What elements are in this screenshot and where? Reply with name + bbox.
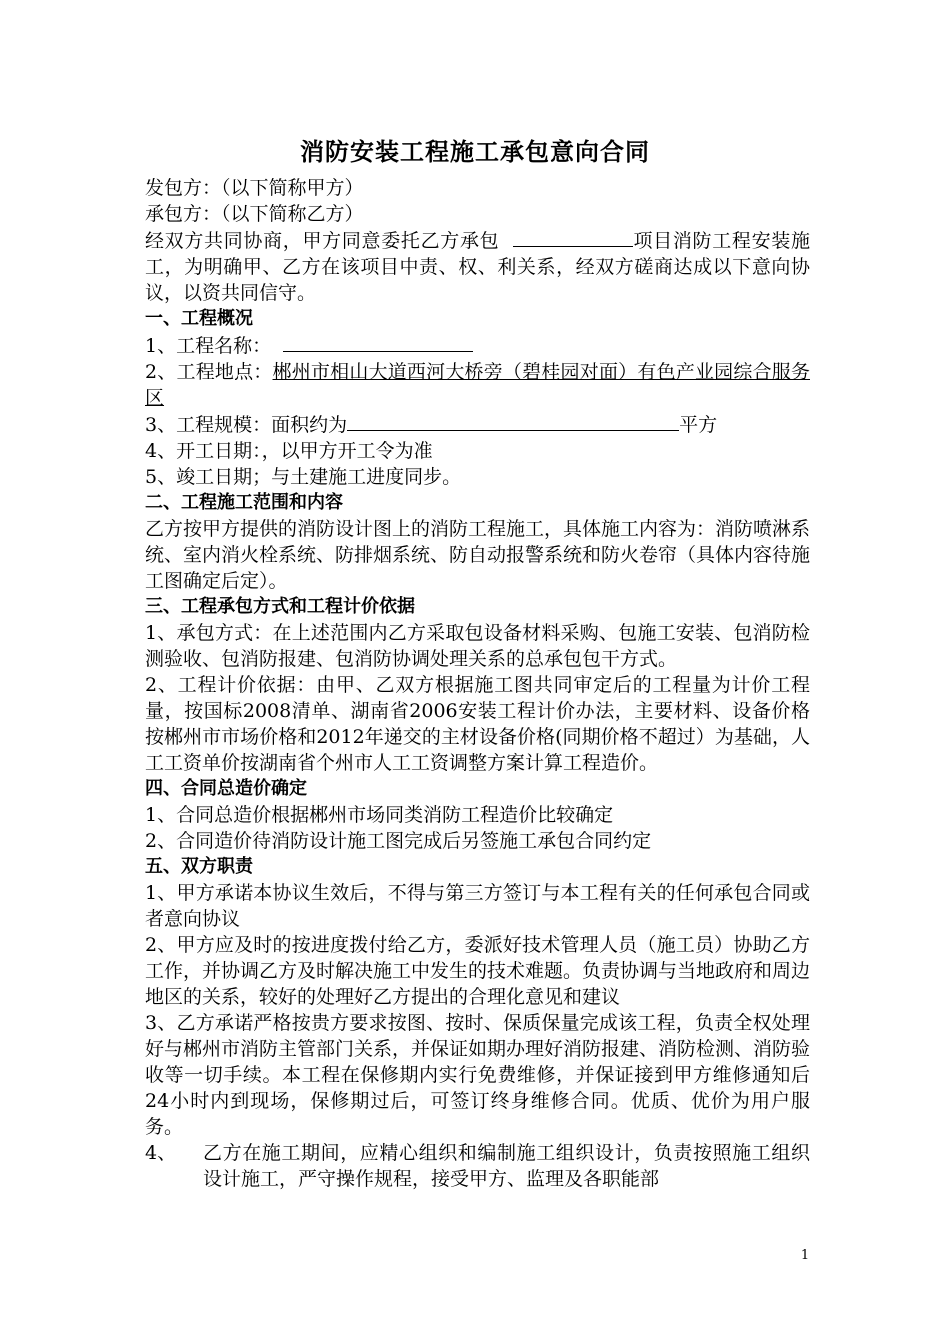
- intro-paragraph: [145, 227, 810, 306]
- project-name-field-blank: [283, 332, 473, 352]
- intro-text-1: 经双方共同协商，甲方同意委托乙方承包: [145, 230, 500, 252]
- start-date-line: 4、开工日期：，以甲方开工令为准: [145, 440, 433, 462]
- document-title: 消防安装工程施工承包意向合同: [300, 138, 650, 166]
- document-body: [145, 175, 810, 1192]
- project-location-line: [145, 359, 810, 411]
- project-name-label: 1、工程名称：: [145, 335, 272, 357]
- section-2-text: 乙方按甲方提供的消防设计图上的消防工程施工，具体施工内容为：消防喷淋系统、室内消火栓系统、防排烟系统、防自动报警系统和防火卷帘（具体内容待施工图确定后定）。: [145, 518, 811, 592]
- intro-text-2: 项目消防工程安装施工，为明确甲、乙方在该项目中责、权、利关系，经双方磋商达成以下意向协议，以资共同信守。: [145, 230, 810, 304]
- project-name-line: [145, 332, 810, 359]
- section-5-heading: 五、双方职责: [145, 856, 253, 877]
- project-location-value: 郴州市相山大道西河大桥旁（碧桂园对面）有色产业园综合服务区: [145, 361, 810, 409]
- project-scale-line: [145, 411, 810, 438]
- section-5-para-1: 1、甲方承诺本协议生效后，不得与第三方签订与本工程有关的任何承包合同或者意向协议: [145, 882, 810, 930]
- project-scale-blank: [347, 411, 679, 431]
- page-number: 1: [800, 1248, 810, 1263]
- section-1-heading: 一、工程概况: [145, 308, 253, 329]
- party-a-line: 发包方：（以下简称甲方）: [145, 177, 364, 199]
- party-b-line: 承包方：（以下简称乙方）: [145, 203, 364, 225]
- section-5-para-4-text: 乙方在施工期间，应精心组织和编制施工组织设计，负责按照施工组织设计施工，严守操作规程，接受甲方、监理及各职能部: [203, 1142, 810, 1190]
- project-scale-unit: 平方: [679, 414, 718, 436]
- project-location-label: 2、工程地点：: [145, 361, 273, 383]
- project-name-blank: [513, 227, 633, 247]
- section-5-para-4-number: 4、: [145, 1142, 177, 1164]
- section-4-para-1: 1、合同总造价根据郴州市场同类消防工程造价比较确定: [145, 804, 614, 826]
- section-4-para-2: 2、合同造价待消防设计施工图完成后另签施工承包合同约定: [145, 830, 652, 852]
- section-4-heading: 四、合同总造价确定: [145, 778, 307, 799]
- section-5-para-4: [145, 1140, 810, 1192]
- end-date-line: 5、竣工日期；与土建施工进度同步。: [145, 466, 462, 488]
- section-3-heading: 三、工程承包方式和工程计价依据: [145, 596, 415, 617]
- section-5-para-3: 3、乙方承诺严格按贵方要求按图、按时、保质保量完成该工程，负责全权处理好与郴州市消防主管部门关系，并保证如期办理好消防报建、消防检测、消防验收等一切手续。本工程在保修期内实行免费维修，并保证接到甲方维修通知后24小时内到现场，保修期过后，可签订终身维修合同。优质、优价为用户服务。: [145, 1012, 811, 1138]
- section-3-para-1: 1、承包方式：在上述范围内乙方采取包设备材料采购、包施工安装、包消防检测验收、包消防报建、包消防协调处理关系的总承包包干方式。: [145, 622, 810, 670]
- section-3-para-2: 2、工程计价依据：由甲、乙双方根据施工图共同审定后的工程量为计价工程量，按国标2008清单、湖南省2006安装工程计价办法，主要材料、设备价格按郴州市市场价格和2012年递交的主材设备价格(同期价格不超过）为基础，人工工资单价按湖南省个州市人工工资调整方案计算工程造价。: [145, 674, 810, 774]
- section-5-para-2: 2、甲方应及时的按进度拨付给乙方，委派好技术管理人员（施工员）协助乙方工作，并协调乙方及时解决施工中发生的技术难题。负责协调与当地政府和周边地区的关系，较好的处理好乙方提出的合理化意见和建议: [145, 934, 811, 1008]
- section-2-heading: 二、工程施工范围和内容: [145, 492, 343, 513]
- project-scale-label: 3、工程规模：面积约为: [145, 414, 348, 436]
